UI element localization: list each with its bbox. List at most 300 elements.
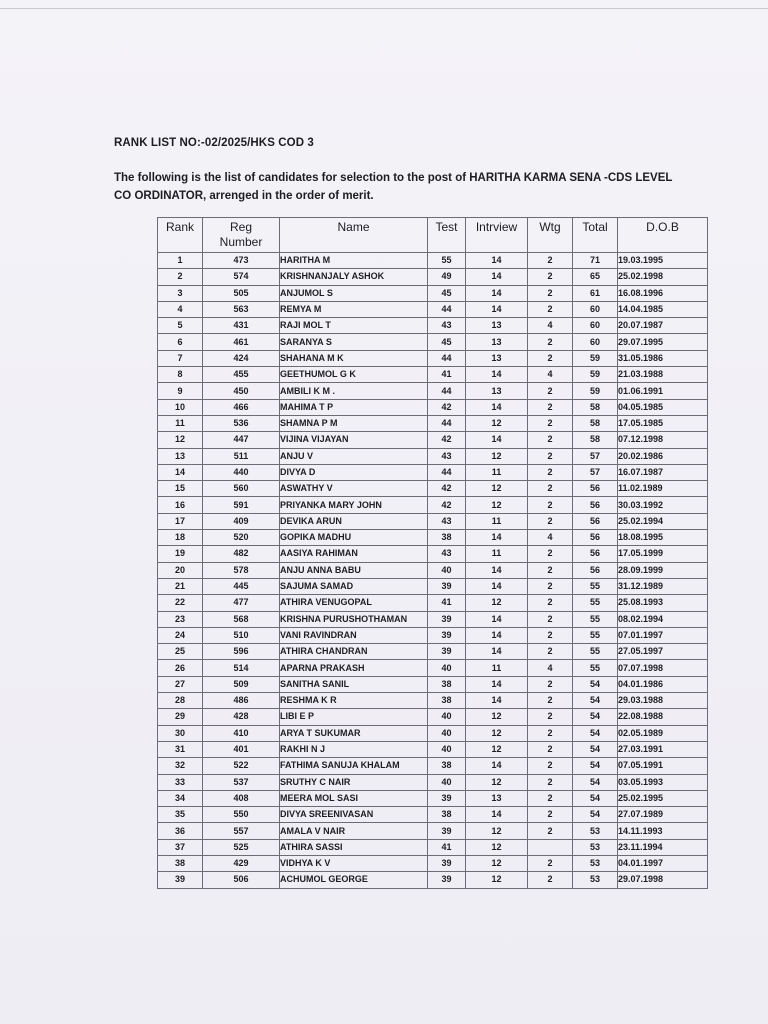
cell-interview: 12 (466, 774, 528, 790)
cell-rank: 7 (158, 350, 203, 366)
table-row (158, 383, 708, 399)
cell-wtg: 2 (528, 627, 573, 643)
cell-wtg: 4 (528, 367, 573, 383)
table-row (158, 790, 708, 806)
cell-dob: 27.03.1991 (618, 741, 708, 757)
cell-interview: 12 (466, 709, 528, 725)
cell-reg-number: 428 (203, 709, 280, 725)
cell-dob: 07.12.1998 (618, 432, 708, 448)
cell-interview: 14 (466, 758, 528, 774)
cell-dob: 29.07.1998 (618, 872, 708, 888)
cell-test: 39 (428, 627, 466, 643)
cell-reg-number: 578 (203, 562, 280, 578)
cell-name: RAKHI N J (280, 741, 428, 757)
cell-rank: 30 (158, 725, 203, 741)
cell-name: ATHIRA CHANDRAN (280, 644, 428, 660)
cell-test: 38 (428, 693, 466, 709)
cell-dob: 27.07.1989 (618, 807, 708, 823)
cell-dob: 14.04.1985 (618, 301, 708, 317)
cell-interview: 11 (466, 546, 528, 562)
cell-wtg: 2 (528, 562, 573, 578)
cell-reg-number: 482 (203, 546, 280, 562)
cell-name: RAJI MOL T (280, 318, 428, 334)
cell-interview: 14 (466, 562, 528, 578)
cell-rank: 1 (158, 253, 203, 269)
cell-rank: 6 (158, 334, 203, 350)
cell-test: 39 (428, 823, 466, 839)
table-row (158, 285, 708, 301)
cell-wtg: 2 (528, 301, 573, 317)
cell-wtg: 2 (528, 269, 573, 285)
cell-interview: 12 (466, 415, 528, 431)
cell-name: LIBI E P (280, 709, 428, 725)
table-row (158, 399, 708, 415)
table-row (158, 725, 708, 741)
cell-name: SARANYA S (280, 334, 428, 350)
col-header-reg-line1: Reg (229, 220, 252, 234)
cell-dob: 01.06.1991 (618, 383, 708, 399)
cell-dob: 16.07.1987 (618, 464, 708, 480)
cell-rank: 8 (158, 367, 203, 383)
table-row (158, 432, 708, 448)
cell-reg-number: 522 (203, 758, 280, 774)
cell-dob: 27.05.1997 (618, 644, 708, 660)
cell-dob: 22.08.1988 (618, 709, 708, 725)
cell-test: 45 (428, 285, 466, 301)
cell-interview: 14 (466, 432, 528, 448)
cell-reg-number: 429 (203, 855, 280, 871)
cell-rank: 18 (158, 530, 203, 546)
cell-name: ANJUMOL S (280, 285, 428, 301)
cell-reg-number: 574 (203, 269, 280, 285)
table-row (158, 774, 708, 790)
table-row (158, 269, 708, 285)
cell-name: DIVYA SREENIVASAN (280, 807, 428, 823)
cell-name: DIVYA D (280, 464, 428, 480)
cell-reg-number: 563 (203, 301, 280, 317)
cell-test: 44 (428, 350, 466, 366)
cell-interview: 12 (466, 741, 528, 757)
cell-total: 59 (573, 367, 618, 383)
cell-interview: 13 (466, 350, 528, 366)
cell-rank: 19 (158, 546, 203, 562)
cell-wtg: 2 (528, 334, 573, 350)
cell-rank: 21 (158, 578, 203, 594)
cell-dob: 17.05.1985 (618, 415, 708, 431)
cell-name: VIDHYA K V (280, 855, 428, 871)
cell-name: FATHIMA SANUJA KHALAM (280, 758, 428, 774)
col-header-rank: Rank (158, 218, 203, 253)
cell-name: HARITHA M (280, 253, 428, 269)
table-row (158, 839, 708, 855)
table-row (158, 253, 708, 269)
table-row (158, 513, 708, 529)
cell-test: 40 (428, 774, 466, 790)
col-header-reg-line2: Number (219, 235, 263, 249)
cell-total: 53 (573, 839, 618, 855)
cell-interview: 12 (466, 855, 528, 871)
cell-wtg: 2 (528, 399, 573, 415)
cell-wtg: 2 (528, 513, 573, 529)
cell-dob: 25.08.1993 (618, 595, 708, 611)
cell-rank: 2 (158, 269, 203, 285)
cell-rank: 20 (158, 562, 203, 578)
cell-rank: 3 (158, 285, 203, 301)
cell-dob: 29.03.1988 (618, 693, 708, 709)
cell-name: SANITHA SANIL (280, 676, 428, 692)
cell-total: 55 (573, 611, 618, 627)
cell-total: 56 (573, 530, 618, 546)
table-row (158, 546, 708, 562)
cell-total: 54 (573, 758, 618, 774)
cell-dob: 25.02.1995 (618, 790, 708, 806)
cell-name: ACHUMOL GEORGE (280, 872, 428, 888)
table-row (158, 823, 708, 839)
cell-wtg: 4 (528, 660, 573, 676)
table-row (158, 758, 708, 774)
cell-total: 53 (573, 872, 618, 888)
rank-list-heading: RANK LIST NO:-02/2025/HKS COD 3 (114, 137, 314, 149)
cell-reg-number: 424 (203, 350, 280, 366)
cell-test: 38 (428, 530, 466, 546)
cell-wtg (528, 839, 573, 855)
cell-reg-number: 568 (203, 611, 280, 627)
cell-rank: 32 (158, 758, 203, 774)
cell-total: 54 (573, 709, 618, 725)
cell-total: 58 (573, 399, 618, 415)
cell-name: SHAHANA M K (280, 350, 428, 366)
cell-test: 39 (428, 611, 466, 627)
cell-reg-number: 431 (203, 318, 280, 334)
cell-reg-number: 477 (203, 595, 280, 611)
cell-wtg: 2 (528, 807, 573, 823)
cell-rank: 29 (158, 709, 203, 725)
cell-wtg: 2 (528, 546, 573, 562)
cell-total: 55 (573, 627, 618, 643)
cell-reg-number: 596 (203, 644, 280, 660)
cell-test: 43 (428, 448, 466, 464)
cell-total: 55 (573, 595, 618, 611)
cell-wtg: 2 (528, 464, 573, 480)
cell-name: ARYA T SUKUMAR (280, 725, 428, 741)
cell-dob: 18.08.1995 (618, 530, 708, 546)
cell-name: AASIYA RAHIMAN (280, 546, 428, 562)
cell-dob: 28.09.1999 (618, 562, 708, 578)
intro-line-2: CO ORDINATOR, arrenged in the order of merit. (114, 190, 374, 202)
table-row (158, 660, 708, 676)
cell-rank: 31 (158, 741, 203, 757)
cell-total: 57 (573, 464, 618, 480)
cell-wtg: 2 (528, 415, 573, 431)
cell-interview: 14 (466, 693, 528, 709)
cell-wtg: 2 (528, 383, 573, 399)
table-row (158, 334, 708, 350)
table-row (158, 318, 708, 334)
cell-test: 38 (428, 807, 466, 823)
cell-reg-number: 408 (203, 790, 280, 806)
cell-test: 39 (428, 578, 466, 594)
cell-wtg: 2 (528, 285, 573, 301)
table-row (158, 676, 708, 692)
cell-wtg: 2 (528, 693, 573, 709)
cell-name: AMALA V NAIR (280, 823, 428, 839)
cell-dob: 25.02.1998 (618, 269, 708, 285)
cell-wtg: 2 (528, 432, 573, 448)
intro-line-1: The following is the list of candidates for selection to the post of HARITHA KARMA SENA -CDS LEVEL (114, 172, 673, 184)
cell-name: ATHIRA VENUGOPAL (280, 595, 428, 611)
table-row (158, 367, 708, 383)
cell-test: 43 (428, 318, 466, 334)
table-row (158, 350, 708, 366)
cell-name: VANI RAVINDRAN (280, 627, 428, 643)
cell-reg-number: 409 (203, 513, 280, 529)
cell-dob: 07.05.1991 (618, 758, 708, 774)
cell-dob: 21.03.1988 (618, 367, 708, 383)
cell-test: 39 (428, 644, 466, 660)
cell-wtg: 2 (528, 611, 573, 627)
cell-reg-number: 591 (203, 497, 280, 513)
table-row (158, 530, 708, 546)
cell-reg-number: 410 (203, 725, 280, 741)
cell-wtg: 2 (528, 758, 573, 774)
cell-rank: 38 (158, 855, 203, 871)
cell-reg-number: 401 (203, 741, 280, 757)
cell-dob: 04.01.1986 (618, 676, 708, 692)
cell-total: 54 (573, 693, 618, 709)
cell-rank: 17 (158, 513, 203, 529)
col-header-name: Name (280, 218, 428, 253)
cell-wtg: 2 (528, 644, 573, 660)
cell-reg-number: 486 (203, 693, 280, 709)
cell-wtg: 2 (528, 790, 573, 806)
cell-interview: 12 (466, 595, 528, 611)
cell-dob: 04.01.1997 (618, 855, 708, 871)
cell-reg-number: 509 (203, 676, 280, 692)
cell-wtg: 2 (528, 448, 573, 464)
cell-wtg: 2 (528, 872, 573, 888)
cell-test: 40 (428, 709, 466, 725)
cell-name: SHAMNA P M (280, 415, 428, 431)
col-header-dob: D.O.B (618, 218, 708, 253)
cell-test: 39 (428, 872, 466, 888)
cell-wtg: 2 (528, 774, 573, 790)
cell-interview: 13 (466, 334, 528, 350)
cell-name: GEETHUMOL G K (280, 367, 428, 383)
cell-name: ANJU V (280, 448, 428, 464)
cell-rank: 36 (158, 823, 203, 839)
col-header-total: Total (573, 218, 618, 253)
cell-wtg: 2 (528, 253, 573, 269)
cell-interview: 12 (466, 448, 528, 464)
cell-test: 42 (428, 432, 466, 448)
col-header-interview: Intrview (466, 218, 528, 253)
cell-total: 54 (573, 807, 618, 823)
table-row (158, 448, 708, 464)
cell-total: 56 (573, 562, 618, 578)
cell-dob: 02.05.1989 (618, 725, 708, 741)
cell-interview: 14 (466, 627, 528, 643)
table-row (158, 741, 708, 757)
cell-dob: 04.05.1985 (618, 399, 708, 415)
cell-interview: 14 (466, 253, 528, 269)
cell-wtg: 4 (528, 530, 573, 546)
cell-total: 53 (573, 855, 618, 871)
cell-reg-number: 536 (203, 415, 280, 431)
cell-reg-number: 514 (203, 660, 280, 676)
cell-dob: 17.05.1999 (618, 546, 708, 562)
table-row (158, 481, 708, 497)
cell-test: 42 (428, 497, 466, 513)
cell-rank: 39 (158, 872, 203, 888)
cell-rank: 14 (158, 464, 203, 480)
cell-wtg: 2 (528, 595, 573, 611)
cell-dob: 30.03.1992 (618, 497, 708, 513)
table-row (158, 644, 708, 660)
cell-interview: 13 (466, 318, 528, 334)
cell-interview: 11 (466, 660, 528, 676)
cell-test: 40 (428, 725, 466, 741)
cell-name: MAHIMA T P (280, 399, 428, 415)
cell-test: 49 (428, 269, 466, 285)
cell-total: 58 (573, 415, 618, 431)
cell-interview: 14 (466, 301, 528, 317)
cell-wtg: 2 (528, 350, 573, 366)
cell-reg-number: 550 (203, 807, 280, 823)
cell-name: ATHIRA SASSI (280, 839, 428, 855)
cell-interview: 11 (466, 464, 528, 480)
cell-test: 42 (428, 481, 466, 497)
cell-rank: 4 (158, 301, 203, 317)
cell-rank: 27 (158, 676, 203, 692)
cell-interview: 12 (466, 725, 528, 741)
cell-total: 59 (573, 383, 618, 399)
table-row (158, 497, 708, 513)
cell-test: 40 (428, 660, 466, 676)
cell-wtg: 4 (528, 318, 573, 334)
cell-total: 61 (573, 285, 618, 301)
cell-interview: 14 (466, 578, 528, 594)
cell-reg-number: 511 (203, 448, 280, 464)
table-row (158, 807, 708, 823)
cell-rank: 26 (158, 660, 203, 676)
cell-wtg: 2 (528, 497, 573, 513)
cell-reg-number: 450 (203, 383, 280, 399)
cell-rank: 35 (158, 807, 203, 823)
cell-name: VIJINA VIJAYAN (280, 432, 428, 448)
cell-dob: 23.11.1994 (618, 839, 708, 855)
cell-test: 43 (428, 513, 466, 529)
cell-interview: 14 (466, 676, 528, 692)
cell-name: KRISHNANJALY ASHOK (280, 269, 428, 285)
cell-dob: 31.12.1989 (618, 578, 708, 594)
cell-total: 53 (573, 823, 618, 839)
cell-test: 55 (428, 253, 466, 269)
cell-reg-number: 461 (203, 334, 280, 350)
table-row (158, 578, 708, 594)
cell-name: KRISHNA PURUSHOTHAMAN (280, 611, 428, 627)
cell-name: SRUTHY C NAIR (280, 774, 428, 790)
cell-reg-number: 520 (203, 530, 280, 546)
cell-interview: 12 (466, 872, 528, 888)
cell-wtg: 2 (528, 709, 573, 725)
cell-total: 58 (573, 432, 618, 448)
cell-wtg: 2 (528, 578, 573, 594)
cell-total: 54 (573, 725, 618, 741)
col-header-wtg: Wtg (528, 218, 573, 253)
cell-test: 38 (428, 676, 466, 692)
cell-total: 54 (573, 676, 618, 692)
cell-total: 60 (573, 334, 618, 350)
cell-test: 44 (428, 383, 466, 399)
cell-rank: 12 (158, 432, 203, 448)
cell-name: AMBILI K M . (280, 383, 428, 399)
col-header-reg (203, 218, 280, 253)
cell-name: GOPIKA MADHU (280, 530, 428, 546)
cell-rank: 11 (158, 415, 203, 431)
cell-dob: 16.08.1996 (618, 285, 708, 301)
cell-total: 55 (573, 644, 618, 660)
cell-name: DEVIKA ARUN (280, 513, 428, 529)
cell-rank: 13 (158, 448, 203, 464)
cell-rank: 34 (158, 790, 203, 806)
cell-interview: 13 (466, 790, 528, 806)
cell-interview: 14 (466, 399, 528, 415)
cell-name: SAJUMA SAMAD (280, 578, 428, 594)
cell-test: 41 (428, 839, 466, 855)
cell-rank: 23 (158, 611, 203, 627)
cell-reg-number: 445 (203, 578, 280, 594)
cell-reg-number: 447 (203, 432, 280, 448)
cell-reg-number: 455 (203, 367, 280, 383)
cell-reg-number: 473 (203, 253, 280, 269)
cell-total: 65 (573, 269, 618, 285)
cell-interview: 11 (466, 513, 528, 529)
cell-interview: 13 (466, 383, 528, 399)
cell-interview: 14 (466, 269, 528, 285)
cell-test: 41 (428, 367, 466, 383)
cell-rank: 15 (158, 481, 203, 497)
cell-total: 56 (573, 546, 618, 562)
cell-total: 71 (573, 253, 618, 269)
table-row (158, 595, 708, 611)
table-row (158, 562, 708, 578)
cell-total: 54 (573, 790, 618, 806)
cell-total: 59 (573, 350, 618, 366)
cell-name: APARNA PRAKASH (280, 660, 428, 676)
cell-name: MEERA MOL SASI (280, 790, 428, 806)
table-row (158, 611, 708, 627)
cell-wtg: 2 (528, 725, 573, 741)
intro-paragraph (114, 169, 714, 205)
cell-name: RESHMA K R (280, 693, 428, 709)
cell-test: 38 (428, 758, 466, 774)
cell-wtg: 2 (528, 676, 573, 692)
cell-wtg: 2 (528, 823, 573, 839)
cell-reg-number: 560 (203, 481, 280, 497)
cell-test: 43 (428, 546, 466, 562)
cell-test: 42 (428, 399, 466, 415)
cell-name: ANJU ANNA BABU (280, 562, 428, 578)
cell-dob: 31.05.1986 (618, 350, 708, 366)
cell-interview: 12 (466, 839, 528, 855)
cell-rank: 22 (158, 595, 203, 611)
cell-dob: 11.02.1989 (618, 481, 708, 497)
cell-reg-number: 506 (203, 872, 280, 888)
cell-dob: 20.07.1987 (618, 318, 708, 334)
cell-rank: 10 (158, 399, 203, 415)
cell-test: 44 (428, 301, 466, 317)
cell-interview: 14 (466, 367, 528, 383)
